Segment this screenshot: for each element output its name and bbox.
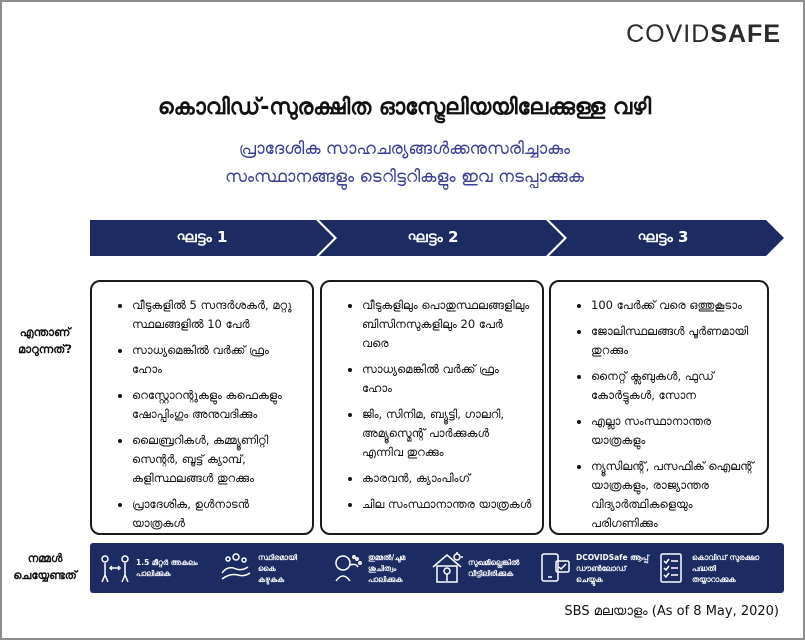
page-title: കൊവിഡ്-സുരക്ഷിത ഓസ്ട്രേലിയയിലേക്കുള്ള വഴി [157, 95, 652, 120]
stage-1-box [90, 280, 314, 535]
stage-2-label: ഘട്ടം 2 [407, 228, 459, 246]
cough-hygiene-icon [330, 551, 364, 585]
source-footer: SBS മലയാളം (As of 8 May, 2020) [564, 604, 779, 619]
stage-2-item: • കാരവൻ, ക്യാംപിംഗ് [362, 469, 532, 488]
stage-3-item: • 100 പേർക്ക് വരെ ഒത്തുകൂടാം [591, 296, 757, 315]
logo-part-safe: SAFE [710, 20, 781, 48]
action-handwash-text: സ്ഥിരമായി കൈ കഴുകുക [258, 552, 297, 584]
subtitle-line-1: പ്രാദേശിക സാഹചര്യങ്ങൾക്കനുസരിച്ചാകും [238, 139, 571, 159]
changes-label-line-2: മാറുന്നത്? [18, 342, 72, 356]
app-download-icon [538, 551, 572, 585]
safety-plan-icon [654, 551, 688, 585]
stage-1-item: • സാധ്യമെങ്കിൽ വർക്ക് ഫ്രം ഹോം [132, 341, 302, 379]
covidsafe-logo [626, 20, 781, 49]
stage-3-label: ഘട്ടം 3 [637, 228, 689, 246]
action-safety-plan-text: കൊവിഡ് സുരക്ഷാ പദ്ധതി തയ്യാറാക്കുക [692, 552, 760, 584]
todo-label-line-1: നമ്മൾ [27, 551, 63, 565]
stage-2-list [336, 296, 532, 514]
logo-part-covid: COVID [626, 20, 711, 48]
action-stay-home [430, 543, 519, 593]
stage-2-box [320, 280, 544, 535]
stage-1-item: • വീടുകളിൽ 5 സന്ദർശകർ, മറ്റു സ്ഥലങ്ങളിൽ 10 പേർ [132, 296, 302, 334]
subtitle-line-2: സംസ്ഥാനങ്ങളും ടെറിട്ടറികളും ഇവ നടപ്പാക്കുക [225, 167, 584, 187]
action-app-download [538, 543, 649, 593]
actions-bar [90, 543, 784, 593]
stage-1-list [106, 296, 302, 533]
stage-3-item: • ജോലിസ്ഥലങ്ങൾ പൂർണമായി തുറക്കും [591, 322, 757, 360]
distance-icon [98, 551, 132, 585]
stage-3-list [565, 296, 757, 533]
stage-2-item: • വീടുകളിലും പൊതുസ്ഥലങ്ങളിലും ബിസിനസുകളിലും 20 പേർ വരെ [362, 296, 532, 353]
action-safety-plan [654, 543, 759, 593]
todo-label-line-2: ചെയ്യേണ്ടത് [13, 568, 77, 582]
action-handwash [218, 543, 297, 593]
action-app-download-text: DCOVIDSafe ആപ്പ് ഡൗൺലോഡ് ചെയ്യുക [576, 552, 649, 584]
stage-3-item: • നൈറ്റ് ക്ലബുകൾ, ഫുഡ് കോർട്ടുകൾ, സോന [591, 367, 757, 405]
stage-3-box [549, 280, 769, 535]
action-distance [98, 543, 198, 593]
stage-2-item: • ചില സംസ്ഥാനാന്തര യാത്രകൾ [362, 495, 532, 514]
action-cough-hygiene [330, 543, 405, 593]
stage-1-label: ഘട്ടം 1 [176, 228, 228, 246]
changes-label-line-1: എന്താണ് [19, 325, 71, 339]
handwash-icon [218, 551, 254, 585]
stage-3-item: • എല്ലാ സംസ്ഥാനാന്തര യാത്രകളും [591, 412, 757, 450]
action-cough-hygiene-text: തുമ്മൽ/ചുമ ശുചിത്വം പാലിക്കുക [368, 552, 406, 584]
action-stay-home-text: സുഖമില്ലെങ്കിൽ വീട്ടിലിരിക്കുക [468, 558, 520, 578]
action-distance-text: 1.5 മീറ്റർ അകലം പാലിക്കുക [136, 558, 198, 578]
changes-row-label [8, 324, 82, 358]
stage-1-item: • പ്രാദേശിക, ഉൾനാടൻ യാത്രകൾ [132, 495, 302, 533]
stage-2-item: • സാധ്യമെങ്കിൽ വർക്ക് ഫ്രം ഹോം [362, 360, 532, 398]
stage-2-item: • ജിം, സിനിമ, ബ്യൂട്ടി, ഗാലറി, അമ്യൂസ്മെന്റ് പാർക്കുകൾ എന്നിവ തുറക്കും [362, 405, 532, 462]
todo-row-label [8, 550, 82, 584]
stage-1-item: • റെസ്റ്റോറന്റുകളും കഫെകളും ഷോപ്പിംഗും അനുവദിക്കും [132, 386, 302, 424]
stage-1-item: • ലൈബ്രറികൾ, കമ്മ്യൂണിറ്റി സെന്റർ, ബൂട്ട് ക്യാമ്പ്, കളിസ്ഥലങ്ങൾ തുറക്കും [132, 431, 302, 488]
stage-3-item: • ന്യൂസിലന്റ്, പസഫിക് ഐലന്റ് യാത്രകളും, രാജ്യാന്തര വിദ്യാർത്ഥികളെയും പരിഗണിക്കും [591, 457, 757, 533]
stay-home-icon [430, 551, 464, 585]
